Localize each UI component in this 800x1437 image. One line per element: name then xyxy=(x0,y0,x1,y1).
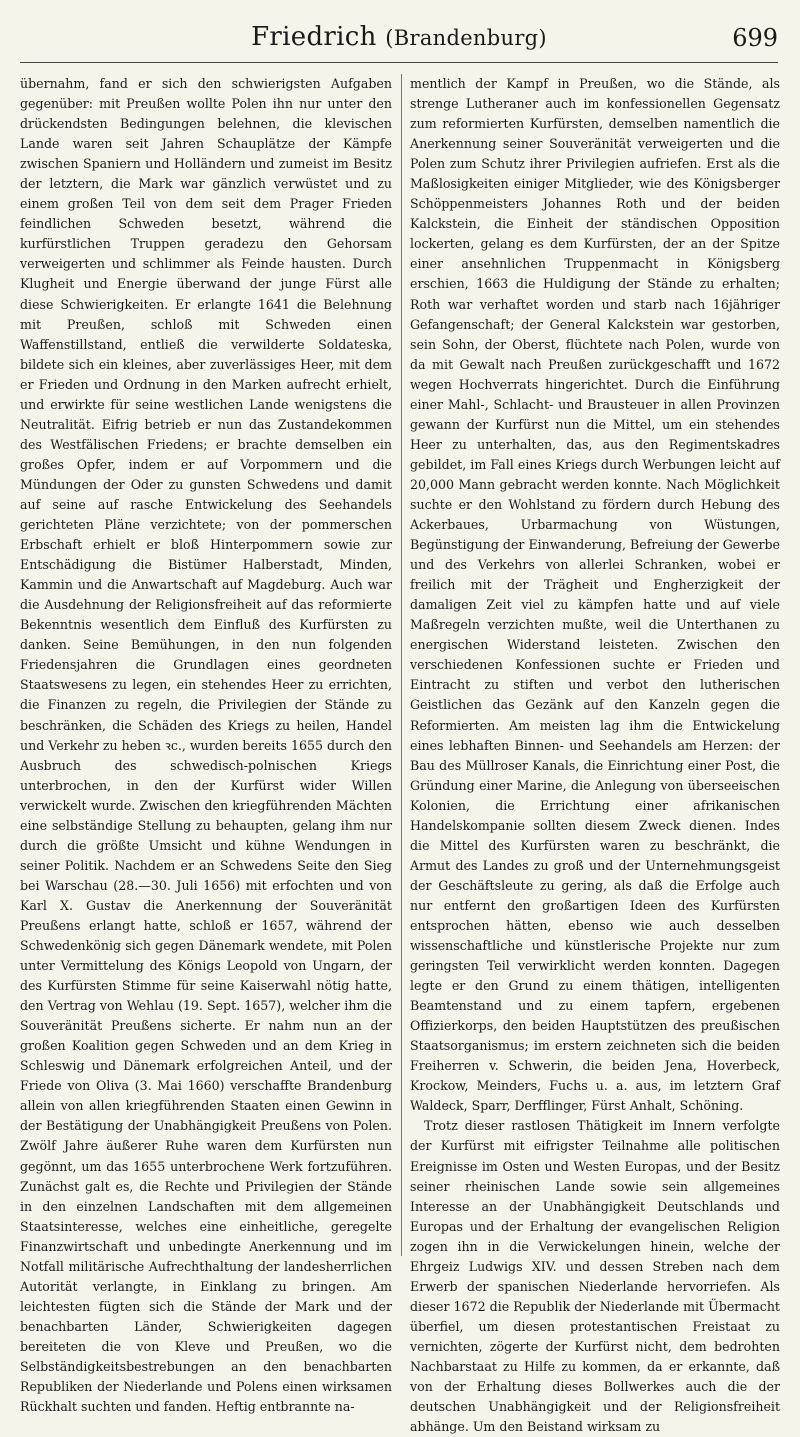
running-head-title: Friedrich xyxy=(251,22,377,52)
paragraph: Trotz dieser rastlosen Thätigkeit im Innern verfolgte der Kurfürst mit eifrigster Teilnahme alle politischen Ereignisse im Osten und Westen Europas, und der Besitz seiner rheinischen Lande sowie sein allgemeines Interesse an der Unabhängigkeit Deutschlands und Europas und der Erhaltung der evangelischen Religion zogen ihn in die Verwickelungen hinein, welche der Ehrgeiz Ludwigs XIV. und dessen Streben nach dem Erwerb der spanischen Niederlande hervorriefen. Als dieser 1672 die Republik der Niederlande mit Übermacht überfiel, um diesen protestantischen Freistaat zu vernichten, zögerte der Kurfürst nicht, dem bedrohten Nachbarstaat zu Hilfe zu kommen, da er erkannte, daß von der Erhaltung dieses Bollwerkes auch die der deutschen Unabhängigkeit und der Religionsfreiheit abhänge. Um den Beistand wirksam zu xyxy=(410,1118,780,1435)
paragraph: übernahm, fand er sich den schwierigsten Aufgaben gegenüber: mit Preußen wollte Polen ihn nur unter den drückendsten Bedingungen belehnen, die klevischen Lande waren seit Jahren Schauplätze der Kämpfe zwischen Spaniern und Holländern und zumeist im Besitz der letztern, die Mark war gänzlich verwüstet und zu einem großen Teil von dem seit dem Prager Frieden feindlichen Schweden besetzt, während die kurfürstlichen Truppen geradezu den Gehorsam verweigerten und schlimmer als Feinde hausten. Durch Klugheit und Energie überwand der junge Fürst alle diese Schwierigkeiten. Er erlangte 1641 die Belehnung mit Preußen, schloß mit Schweden einen Waffenstillstand, entließ die verwilderte Soldateska, bildete sich ein kleines, aber zuverlässiges Heer, mit dem er Frieden und Ordnung in den Marken aufrecht erhielt, und erwirkte für seine westlichen Lande wenigstens die Neutralität. Eifrig betrieb er nun das Zustandekommen des Westfälischen Friedens; er brachte demselben ein großes Opfer, indem er auf Vorpommern und die Mündungen der Oder zu gunsten Schwedens und damit auf seine auf rasche Entwickelung des Seehandels gerichteten Pläne verzichtete; von der pommerschen Erbschaft erhielt er bloß Hinterpommern sowie zur Entschädigung die Bistümer Halberstadt, Minden, Kammin und die Anwartschaft auf Magdeburg. Auch war die Ausdehnung der Religionsfreiheit auf das reformierte Bekenntnis wesentlich dem Einfluß des Kurfürsten zu danken. Seine Bemühungen, in den nun folgenden Friedensjahren die Grundlagen eines geordneten Staatswesens zu legen, ein stehendes Heer zu errichten, die Finanzen zu regeln, die Privilegien der Stände zu beschränken, die Schäden des Kriegs zu heilen, Handel und Verkehr zu heben ꝛc., wurden bereits 1655 durch den Ausbruch des schwedisch-polnischen Kriegs unterbrochen, in den der Kurfürst wider Willen verwickelt wurde. Zwischen den kriegführenden Mächten eine selbständige Stellung zu behaupten, gelang ihm nur durch die größte Umsicht und kühne Wendungen in seiner Politik. Nachdem er an Schwedens Seite den Sieg bei Warschau (28.—30. Juli 1656) mit erfochten und von Karl X. Gustav die Anerkennung der Souveränität Preußens erlangt hatte, schloß er 1657, während der Schwedenkönig sich gegen Dänemark wendete, mit Polen unter Vermittelung des Königs Leopold von Ungarn, der des Kurfürsten Stimme für seine Kaiserwahl nötig hatte, den Vertrag von Wehlau (19. Sept. 1657), welcher ihm die Souveränität Preußens sicherte. Er nahm nun an der großen Koalition gegen Schweden und an dem Krieg in Schleswig und Dänemark erfolgreichen Anteil, und der Friede von Oliva (3. Mai 1660) verschaffte Brandenburg allein von allen kriegführenden Staaten einen Gewinn in der Bestätigung der Unabhängigkeit Preußens von Polen. Zwölf Jahre äußerer Ruhe waren dem Kurfürsten nun gegönnt, um das 1655 unterbrochene Werk fortzuführen. Zunächst galt es, die Rechte und Privilegien der Stände in den einzelnen Landschaften mit dem allgemeinen Staatsinteresse, welches eine einheitliche, geregelte Finanzwirtschaft und unbedingte Anerkennung und im Notfall militärische Aufrechthaltung der landesherrlichen Autorität verlangte, in Einklang zu bringen. Am leichtesten fügten sich die Stände der Mark und der benachbarten Länder, Schwierigkeiten dagegen bereiteten die von Kleve und Preußen, wo die Selbständigkeitsbestrebungen an den benachbarten Republiken der Niederlande und Polens einen wirksamen Rückhalt suchten und fanden. Heftig entbrannte na- xyxy=(20,76,393,1415)
page-header xyxy=(20,18,778,63)
right-column xyxy=(410,74,780,1437)
page-number: 699 xyxy=(732,24,778,52)
running-head-subtitle: (Brandenburg) xyxy=(385,26,547,50)
running-head xyxy=(20,22,778,52)
paragraph: mentlich der Kampf in Preußen, wo die Stände, als strenge Lutheraner auch im konfessionellen Gegensatz zum reformierten Kurfürsten, demselben namentlich die Anerkennung seiner Souveränität verweigerten und die Polen zum Schutz ihrer Privilegien aufriefen. Erst als die Maßlosigkeiten einiger Mitglieder, wie des Königsberger Schöppenmeisters Johannes Roth und der beiden Kalckstein, die Einheit der ständischen Opposition lockerten, gelang es dem Kurfürsten, der an der Spitze einer ansehnlichen Truppenmacht in Königsberg erschien, 1663 die Huldigung der Stände zu erhalten; Roth war verhaftet worden und starb nach 16jähriger Gefangenschaft; der General Kalckstein war gestorben, sein Sohn, der Oberst, flüchtete nach Polen, wurde von da mit Gewalt nach Preußen zurückgeschafft und 1672 wegen Hochverrats hingerichtet. Durch die Einführung einer Mahl-, Schlacht- und Brausteuer in allen Provinzen gewann der Kurfürst nun die Mittel, um ein stehendes Heer zu unterhalten, das, aus den Regimentskadres gebildet, im Fall eines Kriegs durch Werbungen leicht auf 20,000 Mann gebracht werden konnte. Nach Möglichkeit suchte er den Wohlstand zu fördern durch Hebung des Ackerbaues, Urbarmachung von Wüstungen, Begünstigung der Einwanderung, Befreiung der Gewerbe und des Verkehrs von allerlei Schranken, wobei er freilich mit der Trägheit und Engherzigkeit der damaligen Zeit viel zu kämpfen hatte und auf viele Maßregeln verzichten mußte, weil die Unterthanen zu energischen Widerstand leisteten. Zwischen den verschiedenen Konfessionen suchte er Frieden und Eintracht zu stiften und verbot den lutherischen Geistlichen das Gezänk auf den Kanzeln gegen die Reformierten. Am meisten lag ihm die Entwickelung eines lebhaften Binnen- und Seehandels am Herzen: der Bau des Müllroser Kanals, die Einrichtung einer Post, die Gründung einer Marine, die Anlegung von überseeischen Kolonien, die Errichtung einer afrikanischen Handelskompanie sollten diesem Zweck dienen. Indes die Mittel des Kurfürsten waren zu beschränkt, die Armut des Landes zu groß und der Unternehmungsgeist der Geschäftsleute zu gering, als daß die Erfolge auch nur entfernt den großartigen Ideen des Kurfürsten entsprochen hätten, ebenso wie auch desselben wissenschaftliche und künstlerische Projekte nur zum geringsten Teil verwirklicht werden konnten. Dagegen legte er den Grund zu einem thätigen, intelligenten Beamtenstand und zu einem tapfern, ergebenen Offizierkorps, den beiden Hauptstützen des preußischen Staatsorganismus; im erstern zeichneten sich die beiden Freiherren v. Schwerin, die beiden Jena, Hoverbeck, Krockow, Meinders, Fuchs u. a. aus, im letztern Graf Waldeck, Sparr, Derfflinger, Fürst Anhalt, Schöning. xyxy=(410,76,780,1114)
column-divider xyxy=(401,74,402,1256)
left-column xyxy=(20,74,392,1417)
